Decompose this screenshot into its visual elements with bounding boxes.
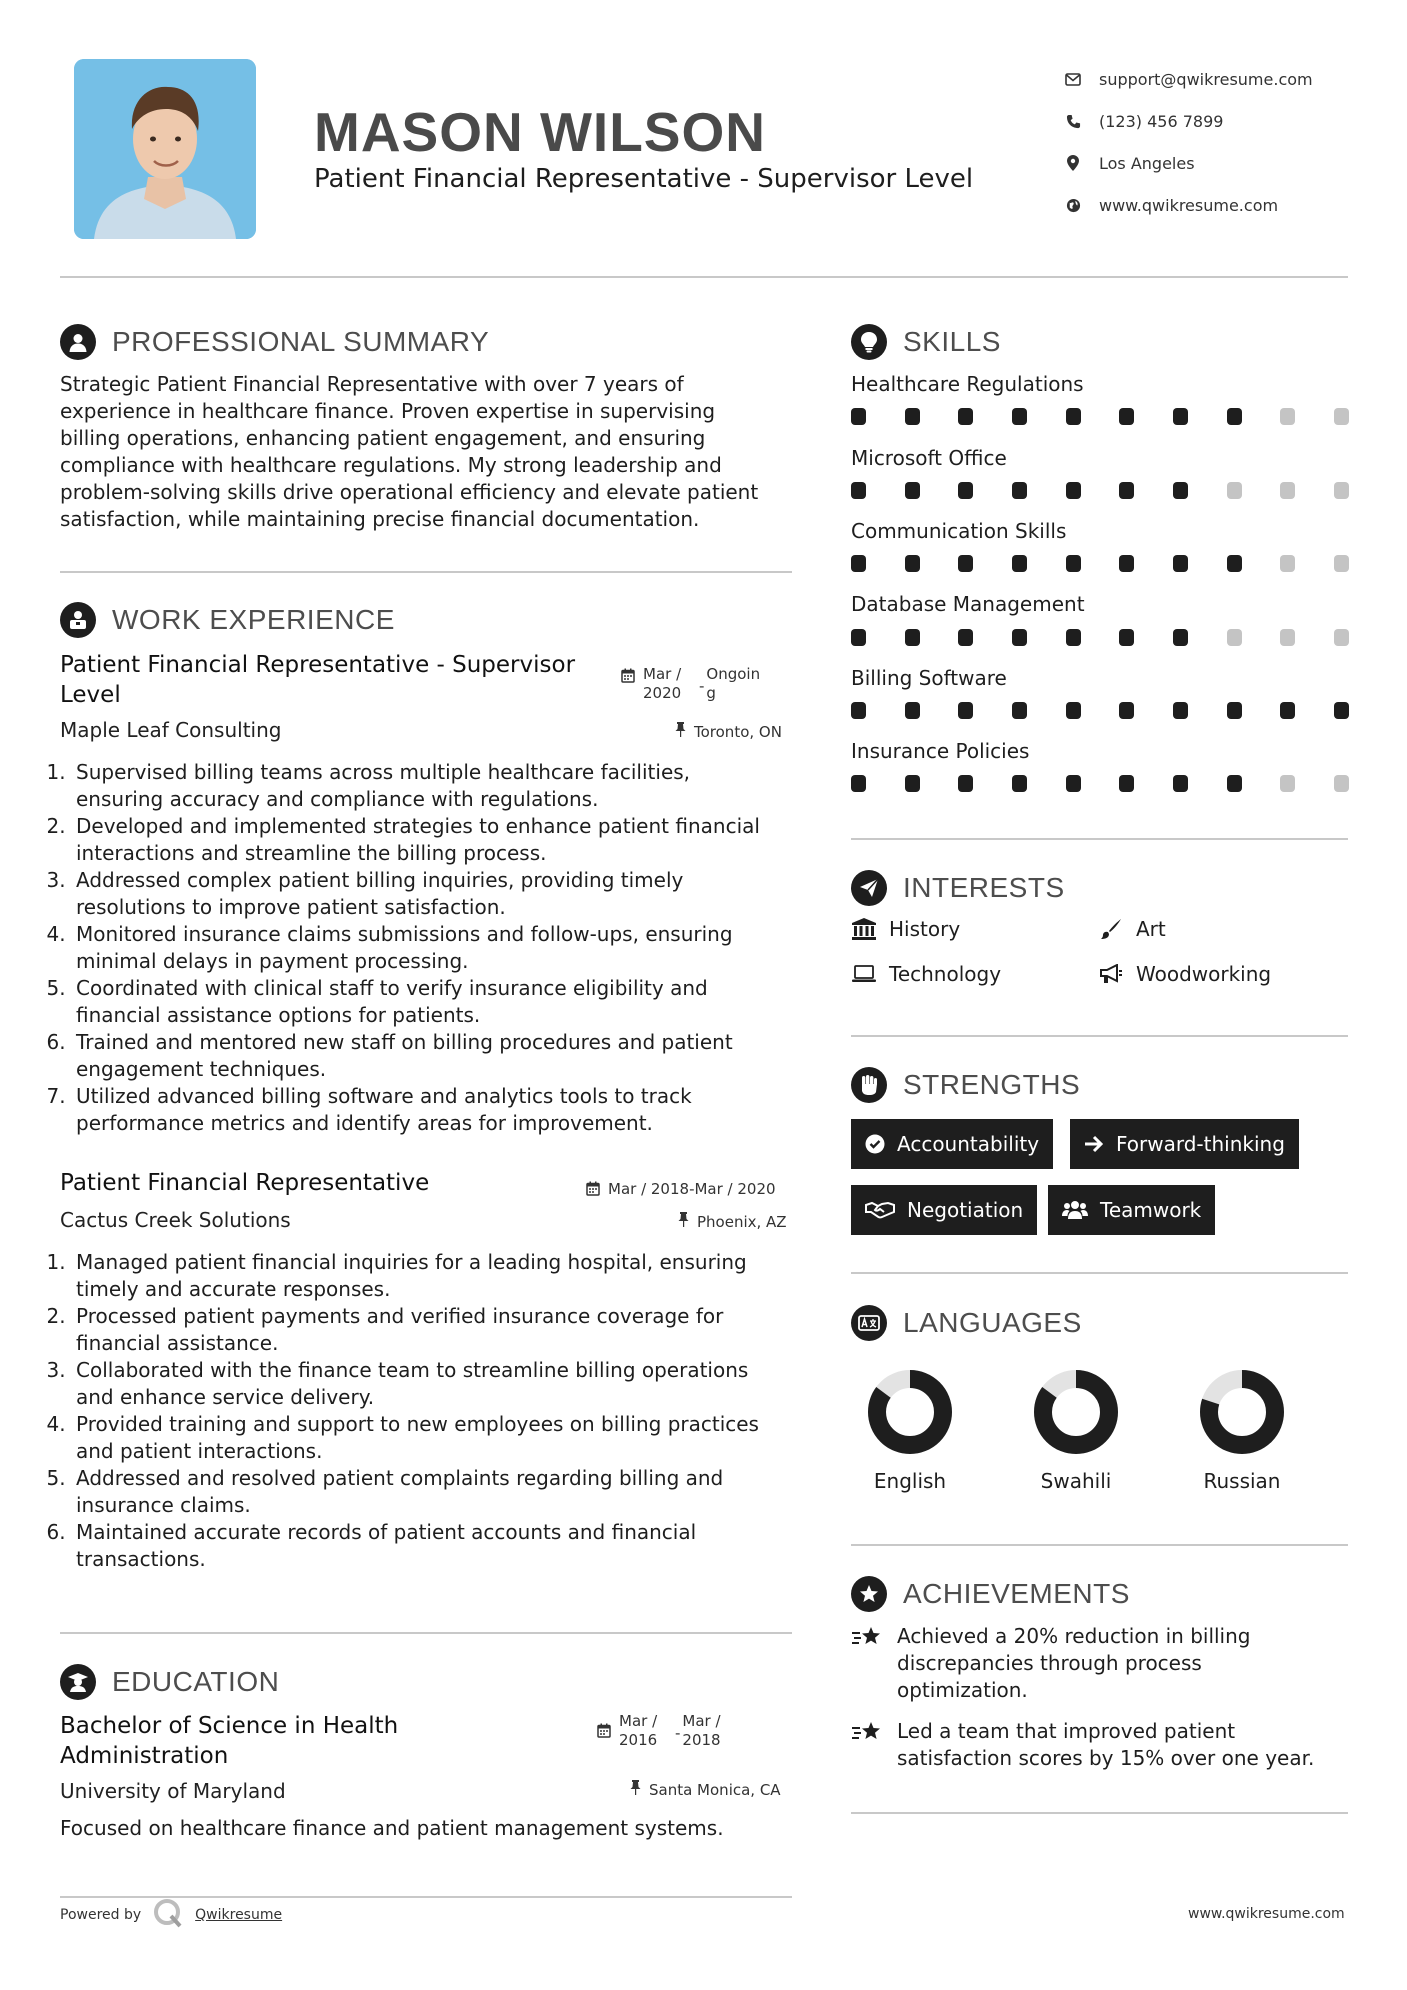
skill-name: Communication Skills <box>851 519 1067 543</box>
skill-dot-filled <box>905 629 920 646</box>
contact-website[interactable] <box>1063 184 1313 226</box>
job-location <box>675 722 782 741</box>
skill-dot-filled <box>1012 555 1027 572</box>
skill-name: Database Management <box>851 592 1085 616</box>
list-item <box>72 1303 812 1357</box>
strength-chip <box>851 1119 1053 1169</box>
skill-dot-filled <box>905 408 920 425</box>
bullet-line: Monitored insurance claims submissions and follow-ups, ensuring <box>76 922 733 946</box>
skills-title: SKILLS <box>903 326 1001 357</box>
bullet-line: engagement techniques. <box>76 1057 327 1081</box>
achievement-item <box>851 1718 1314 1772</box>
briefcase-user-icon <box>60 602 96 638</box>
strength-label: Forward-thinking <box>1116 1132 1285 1156</box>
skill-dot-empty <box>1334 775 1349 792</box>
footer-powered-by <box>60 1898 282 1932</box>
skill-dot-filled <box>958 702 973 719</box>
calendar-icon <box>597 1723 611 1743</box>
bullet-line: Maintained accurate records of patient accounts and financial <box>76 1520 697 1544</box>
skill-dot-empty <box>1334 555 1349 572</box>
strengths-divider <box>851 1272 1348 1274</box>
thumbtack-icon <box>678 1212 689 1231</box>
job-date <box>621 665 760 703</box>
strength-label: Negotiation <box>907 1198 1024 1222</box>
skill-dot-filled <box>1066 555 1081 572</box>
skill-dot-filled <box>958 555 973 572</box>
skill-dot-empty <box>1334 408 1349 425</box>
skill-dot-filled <box>1119 775 1134 792</box>
skill-rating <box>851 482 1349 500</box>
qwikresume-link[interactable]: Qwikresume <box>195 1907 283 1923</box>
languages-title: LANGUAGES <box>903 1307 1082 1338</box>
skill-dot-filled <box>1173 702 1188 719</box>
summary-line: compliance with healthcare regulations. My strong leadership and <box>60 453 722 477</box>
job-date-text: Mar / 2018-Mar / 2020 <box>608 1180 776 1198</box>
skill-dot-filled <box>958 629 973 646</box>
job-location-text: Phoenix, AZ <box>697 1212 787 1231</box>
education-description: Focused on healthcare finance and patient management systems. <box>60 1816 724 1840</box>
list-item <box>72 921 812 975</box>
date-from <box>643 665 689 703</box>
interest-label: Woodworking <box>1136 962 1272 986</box>
skill-dot-filled <box>1173 482 1188 499</box>
skill-dot-empty <box>1334 482 1349 499</box>
interest-item <box>851 962 1001 986</box>
skill-dot-filled <box>1066 629 1081 646</box>
job-location-text: Toronto, ON <box>694 722 782 741</box>
skill-dot-filled <box>1066 408 1081 425</box>
bullet-line: Processed patient payments and verified insurance coverage for <box>76 1304 724 1328</box>
summary-heading <box>60 324 489 360</box>
interest-item <box>1098 917 1166 941</box>
bullet-line: performance metrics and identify areas for improvement. <box>76 1111 653 1135</box>
job-title-line: Patient Financial Representative - Supervisor <box>60 652 576 678</box>
date-from-line: Mar / <box>643 665 682 683</box>
skills-divider <box>851 838 1348 840</box>
skill-dot-filled <box>1066 775 1081 792</box>
achievement-text <box>897 1718 1314 1772</box>
bullet-line: Addressed complex patient billing inquiries, providing timely <box>76 868 684 892</box>
interest-item <box>851 917 960 941</box>
candidate-title: Patient Financial Representative - Supervisor Level <box>314 164 974 194</box>
skill-dot-filled <box>1119 482 1134 499</box>
job-location <box>678 1212 787 1231</box>
bullet-line: Supervised billing teams across multiple healthcare facilities, <box>76 760 691 784</box>
bullet-line: minimal delays in payment processing. <box>76 949 469 973</box>
achievement-line: Led a team that improved patient <box>897 1719 1236 1743</box>
achievement-line: optimization. <box>897 1678 1028 1702</box>
contact-email[interactable] <box>1063 58 1313 100</box>
bullet-line: resolutions to improve patient satisfaction. <box>76 895 506 919</box>
skill-dot-filled <box>958 775 973 792</box>
website-text: www.qwikresume.com <box>1099 195 1279 215</box>
phone-icon <box>1063 111 1083 131</box>
arrow-right-icon <box>1084 1135 1104 1153</box>
work-divider <box>60 1632 792 1634</box>
achievement-item <box>851 1623 1251 1704</box>
skill-dot-filled <box>851 482 866 499</box>
language-name: English <box>873 1469 947 1493</box>
achievement-line: satisfaction scores by 15% over one year. <box>897 1746 1315 1770</box>
date-from <box>619 1712 665 1750</box>
graduate-icon <box>60 1664 96 1700</box>
list-item <box>72 759 812 813</box>
powered-by-text: Powered by <box>60 1907 142 1923</box>
language-level-ring <box>867 1369 953 1455</box>
candidate-name: MASON WILSON <box>314 101 766 163</box>
profile-photo <box>74 59 256 239</box>
bullet-line: ensuring accuracy and compliance with regulations. <box>76 787 599 811</box>
bullet-line: Developed and implemented strategies to enhance patient financial <box>76 814 760 838</box>
bullet-line: interactions and streamline the billing process. <box>76 841 547 865</box>
list-item <box>72 1083 812 1137</box>
skill-rating <box>851 408 1349 426</box>
skill-dot-filled <box>1119 629 1134 646</box>
users-icon <box>1062 1200 1088 1220</box>
skill-dot-filled <box>1227 555 1242 572</box>
summary-line: satisfaction, while maintaining precise financial documentation. <box>60 507 700 531</box>
date-to <box>706 665 760 703</box>
job-date <box>586 1180 776 1201</box>
email-text: support@qwikresume.com <box>1099 69 1313 89</box>
fist-icon <box>851 1067 887 1103</box>
map-marker-icon <box>1063 153 1083 173</box>
list-item <box>72 867 812 921</box>
work-heading <box>60 602 395 638</box>
strength-chip <box>1070 1119 1299 1169</box>
skill-dot-filled <box>851 629 866 646</box>
skill-dot-filled <box>1227 408 1242 425</box>
location-text: Los Angeles <box>1099 153 1195 173</box>
company-name: Maple Leaf Consulting <box>60 718 282 742</box>
skill-dot-filled <box>851 555 866 572</box>
shooting-star-icon <box>851 1720 885 1751</box>
degree-line: Bachelor of Science in Health <box>60 1713 399 1739</box>
strength-label: Accountability <box>897 1132 1040 1156</box>
achievements-heading <box>851 1576 1130 1612</box>
language-level-ring <box>1033 1369 1119 1455</box>
footer-website-link[interactable]: www.qwikresume.com <box>1188 1906 1345 1922</box>
language-item <box>850 1369 970 1493</box>
check-circle-icon <box>865 1134 885 1154</box>
company-name: Cactus Creek Solutions <box>60 1208 291 1232</box>
job-title: Patient Financial Representative <box>60 1170 430 1196</box>
interest-label: History <box>889 917 961 941</box>
date-separator: - <box>675 1724 681 1742</box>
contact-phone[interactable] <box>1063 100 1313 142</box>
bullet-line: financial assistance. <box>76 1331 279 1355</box>
skill-dot-filled <box>1119 408 1134 425</box>
skills-heading <box>851 324 1001 360</box>
skill-rating <box>851 555 1349 573</box>
achievement-text <box>897 1623 1251 1704</box>
language-item <box>1182 1369 1302 1493</box>
interests-heading <box>851 870 1065 906</box>
date-to-line: Mar / <box>682 1712 721 1730</box>
date-from-line: 2020 <box>643 684 682 702</box>
skill-dot-filled <box>1227 702 1242 719</box>
globe-icon <box>1063 195 1083 215</box>
landmark-icon <box>851 918 877 940</box>
achievement-line: Achieved a 20% reduction in billing <box>897 1624 1251 1648</box>
skill-dot-filled <box>1227 775 1242 792</box>
skill-dot-filled <box>851 408 866 425</box>
summary-divider <box>60 571 792 573</box>
skill-dot-filled <box>1173 555 1188 572</box>
summary-text <box>60 371 790 533</box>
date-to-line: Ongoin <box>706 665 761 683</box>
job-title-line: Level <box>60 682 121 708</box>
date-to-line: 2018 <box>682 1731 721 1749</box>
education-heading <box>60 1664 279 1700</box>
skill-name: Microsoft Office <box>851 446 1007 470</box>
job-responsibilities <box>52 759 812 1137</box>
skill-rating <box>851 775 1349 793</box>
language-item <box>1016 1369 1136 1493</box>
calendar-icon <box>586 1181 600 1201</box>
skill-dot-empty <box>1280 555 1295 572</box>
paintbrush-icon <box>1098 918 1124 940</box>
skill-name: Billing Software <box>851 666 1007 690</box>
handshake-icon <box>865 1201 895 1219</box>
skill-dot-empty <box>1280 775 1295 792</box>
achievements-title: ACHIEVEMENTS <box>903 1578 1130 1609</box>
bullet-line: timely and accurate responses. <box>76 1277 391 1301</box>
interests-divider <box>851 1035 1348 1037</box>
bullet-line: insurance claims. <box>76 1493 251 1517</box>
date-from-line: Mar / <box>619 1712 658 1730</box>
skill-dot-filled <box>958 482 973 499</box>
paper-plane-icon <box>851 870 887 906</box>
skill-dot-empty <box>1227 629 1242 646</box>
language-name: Russian <box>1203 1469 1281 1493</box>
skill-dot-empty <box>1334 629 1349 646</box>
skill-dot-filled <box>1280 702 1295 719</box>
job-title <box>60 650 620 710</box>
skill-dot-filled <box>851 702 866 719</box>
list-item <box>72 1029 812 1083</box>
bullet-line: Utilized advanced billing software and analytics tools to track <box>76 1084 692 1108</box>
interest-label: Technology <box>889 962 1002 986</box>
star-badge-icon <box>851 1576 887 1612</box>
phone-text: (123) 456 7899 <box>1099 111 1224 131</box>
skill-dot-filled <box>1173 629 1188 646</box>
skill-dot-filled <box>905 482 920 499</box>
envelope-icon <box>1063 69 1083 89</box>
skill-dot-filled <box>1173 775 1188 792</box>
school-location <box>630 1780 781 1799</box>
list-item <box>72 1411 812 1465</box>
header-divider <box>60 276 1348 278</box>
bullet-line: Collaborated with the finance team to streamline billing operations <box>76 1358 749 1382</box>
achievement-line: discrepancies through process <box>897 1651 1202 1675</box>
skill-rating <box>851 629 1349 647</box>
interest-item <box>1098 962 1271 986</box>
skill-dot-filled <box>1012 629 1027 646</box>
strength-chip <box>851 1185 1037 1235</box>
thumbtack-icon <box>630 1780 641 1799</box>
user-icon <box>60 324 96 360</box>
thumbtack-icon <box>675 722 686 741</box>
bullet-line: and patient interactions. <box>76 1439 323 1463</box>
achievements-divider <box>851 1812 1348 1814</box>
contact-location <box>1063 142 1313 184</box>
summary-line: Strategic Patient Financial Representative with over 7 years of <box>60 372 684 396</box>
strengths-heading <box>851 1067 1080 1103</box>
education-title: EDUCATION <box>112 1666 280 1697</box>
qwikresume-logo-icon <box>153 1898 183 1932</box>
list-item <box>72 1465 812 1519</box>
strength-chip <box>1048 1185 1215 1235</box>
date-to-line: g <box>706 684 716 702</box>
avatar-icon <box>74 59 256 239</box>
degree-line: Administration <box>60 1743 229 1769</box>
bullet-line: Addressed and resolved patient complaints regarding billing and <box>76 1466 724 1490</box>
bullet-line: Provided training and support to new employees on billing practices <box>76 1412 759 1436</box>
skill-dot-filled <box>1012 702 1027 719</box>
interests-title: INTERESTS <box>903 872 1065 903</box>
skill-dot-empty <box>1280 408 1295 425</box>
language-name: Swahili <box>1040 1469 1112 1493</box>
skill-dot-filled <box>1066 482 1081 499</box>
bullet-line: and enhance service delivery. <box>76 1385 375 1409</box>
skill-dot-filled <box>958 408 973 425</box>
skill-dot-empty <box>1227 482 1242 499</box>
summary-line: billing operations, enhancing patient engagement, and ensuring <box>60 426 706 450</box>
summary-line: problem-solving skills drive operational efficiency and elevate patient <box>60 480 759 504</box>
bullet-line: financial assistance options for patients. <box>76 1003 481 1027</box>
skill-dot-filled <box>1012 775 1027 792</box>
contact-block <box>1063 58 1313 226</box>
school-name: University of Maryland <box>60 1779 286 1803</box>
school-location-text: Santa Monica, CA <box>649 1780 781 1799</box>
skill-dot-filled <box>1173 408 1188 425</box>
date-from-line: 2016 <box>619 1731 658 1749</box>
list-item <box>72 975 812 1029</box>
summary-title: PROFESSIONAL SUMMARY <box>112 326 490 357</box>
job-responsibilities <box>52 1249 812 1573</box>
skill-name: Healthcare Regulations <box>851 372 1084 396</box>
languages-divider <box>851 1544 1348 1546</box>
skill-rating <box>851 702 1349 720</box>
summary-line: experience in healthcare finance. Proven expertise in supervising <box>60 399 716 423</box>
skill-name: Insurance Policies <box>851 739 1030 763</box>
list-item <box>72 1519 812 1573</box>
skill-dot-filled <box>1066 702 1081 719</box>
strength-label: Teamwork <box>1100 1198 1202 1222</box>
skill-dot-filled <box>1012 482 1027 499</box>
work-title: WORK EXPERIENCE <box>112 604 395 635</box>
skill-dot-filled <box>905 775 920 792</box>
language-level-ring <box>1199 1369 1285 1455</box>
bullet-line: Coordinated with clinical staff to verify insurance eligibility and <box>76 976 708 1000</box>
list-item <box>72 1357 812 1411</box>
lightbulb-icon <box>851 324 887 360</box>
education-date <box>597 1712 721 1750</box>
laptop-icon <box>851 965 877 983</box>
degree-title <box>60 1711 580 1771</box>
language-icon <box>851 1305 887 1341</box>
skill-dot-filled <box>905 555 920 572</box>
shooting-star-icon <box>851 1625 885 1656</box>
skill-dot-filled <box>1119 555 1134 572</box>
skill-dot-empty <box>1280 482 1295 499</box>
bullet-line: Trained and mentored new staff on billing procedures and patient <box>76 1030 733 1054</box>
skill-dot-filled <box>1119 702 1134 719</box>
list-item <box>72 813 812 867</box>
calendar-icon <box>621 668 635 688</box>
strengths-title: STRENGTHS <box>903 1069 1081 1100</box>
date-to <box>682 1712 720 1750</box>
bullet-line: Managed patient financial inquiries for a leading hospital, ensuring <box>76 1250 747 1274</box>
list-item <box>72 1249 812 1303</box>
skill-dot-filled <box>1012 408 1027 425</box>
skill-dot-empty <box>1280 629 1295 646</box>
bullhorn-icon <box>1098 964 1124 984</box>
bullet-line: transactions. <box>76 1547 206 1571</box>
skill-dot-filled <box>851 775 866 792</box>
interest-label: Art <box>1136 917 1166 941</box>
date-separator: - <box>699 677 705 695</box>
skill-dot-filled <box>905 702 920 719</box>
languages-heading <box>851 1305 1082 1341</box>
skill-dot-filled <box>1334 702 1349 719</box>
